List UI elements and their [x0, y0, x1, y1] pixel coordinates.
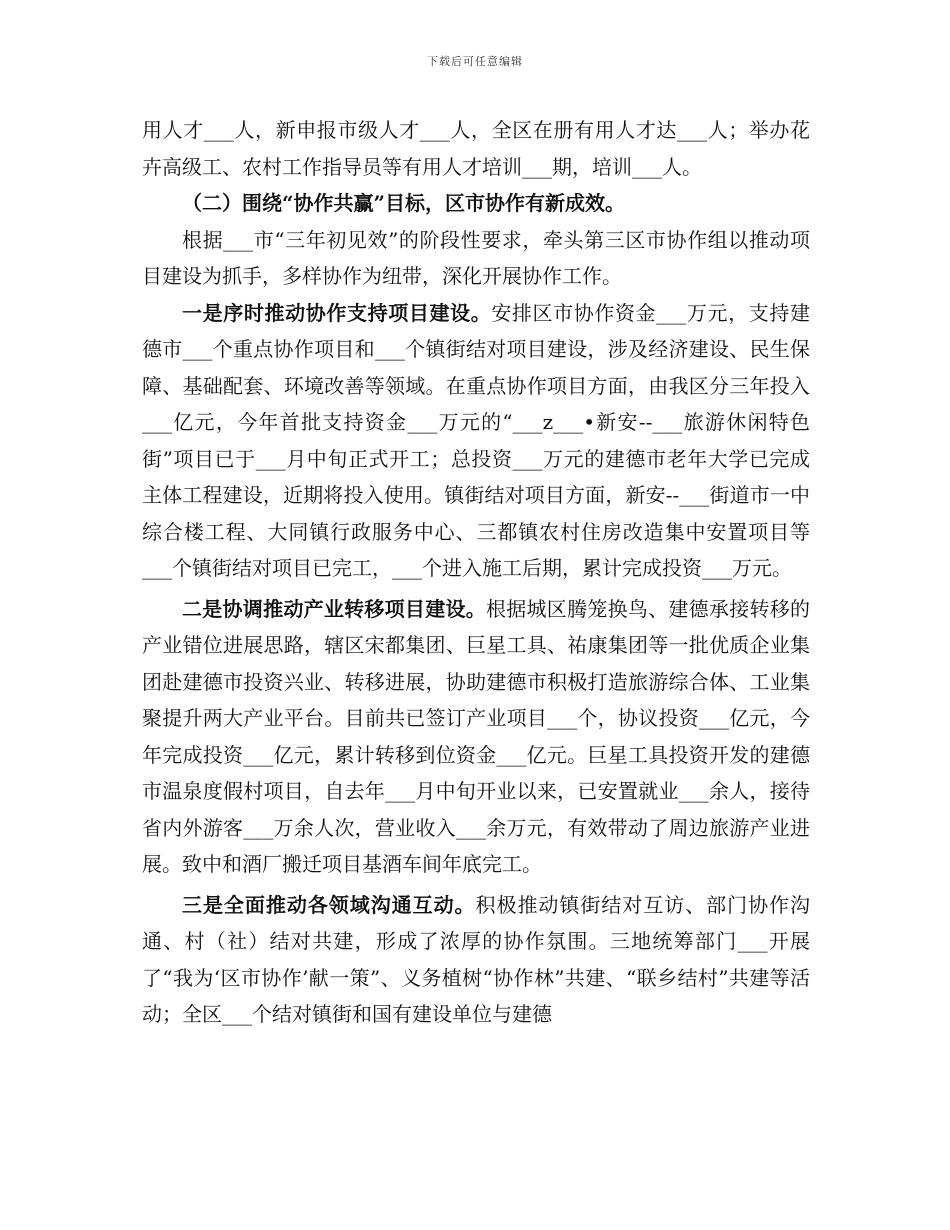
document-body — [142, 112, 810, 1033]
paragraph-intro-cooperation: 根据___市“三年初见效”的阶段性要求，牵头第三区市协作组以推动项目建设为抓手，多样协作为纽带，深化开展协作工作。 — [142, 227, 810, 288]
page-header-note: 下载后可任意编辑 — [427, 55, 523, 68]
paragraph-talent-training: 用人才___人，新申报市级人才___人，全区在册有用人才达___人；举办花卉高级工、农村工作指导员等有用人才培训___期，培训___人。 — [142, 118, 810, 179]
lead-industry-transfer: 二是协调推动产业转移项目建设。 — [182, 596, 486, 621]
lead-support-projects: 一是序时推动协作支持项目建设。 — [182, 300, 492, 325]
section-heading-cooperation: （二）围绕“协作共赢”目标，区市协作有新成效。 — [182, 191, 626, 215]
paragraph-support-projects — [142, 295, 810, 587]
lead-exchange-interaction: 三是全面推动各领域沟通互动。 — [182, 892, 476, 917]
paragraph-exchange-interaction — [142, 887, 810, 1033]
text-exchange-interaction: 积极推动镇街结对互访、部门协作沟通、村（社）结对共建，形成了浓厚的协作氛围。三地统筹部门___开展了“我为‘区市协作’献一策”、义务植树“协作林”共建、“联乡结村”共建等活动；全区___个结对镇街和国有建设单位与建德 — [142, 892, 811, 1026]
text-support-projects: 安排区市协作资金___万元，支持建德市___个重点协作项目和___个镇街结对项目建设，涉及经济建设、民生保障、基础配套、环境改善等领域。在重点协作项目方面，由我区分三年投入___亿元，今年首批支持资金___万元的“___z___•新安--___旅游休闲特色街”项目已于___月中旬正式开工；总投资___万元的建德市老年大学已完成主体工程建设，近期将投入使用。镇街结对项目方面，新安--___街道市一中综合楼工程、大同镇行政服务中心、三都镇农村住房改造集中安置项目等___个镇街结对项目已完工，___个进入施工后期，累计完成投资___万元。 — [142, 300, 811, 580]
text-industry-transfer: 根据城区腾笼换鸟、建德承接转移的产业错位进展思路，辖区宋都集团、巨星工具、祐康集团等一批优质企业集团赴建德市投资兴业、转移进展，协助建德市积极打造旅游综合体、工业集聚提升两大产业平台。目前共已签订产业项目___个，协议投资___亿元，今年完成投资___亿元，累计转移到位资金___亿元。巨星工具投资开发的建德市温泉度假村项目，自去年___月中旬开业以来，已安置就业___余人，接待省内外游客___万余人次，营业收入___余万元，有效带动了周边旅游产业进展。致中和酒厂搬迁项目基酒车间年底完工。 — [142, 596, 810, 876]
paragraph-industry-transfer — [142, 591, 810, 883]
